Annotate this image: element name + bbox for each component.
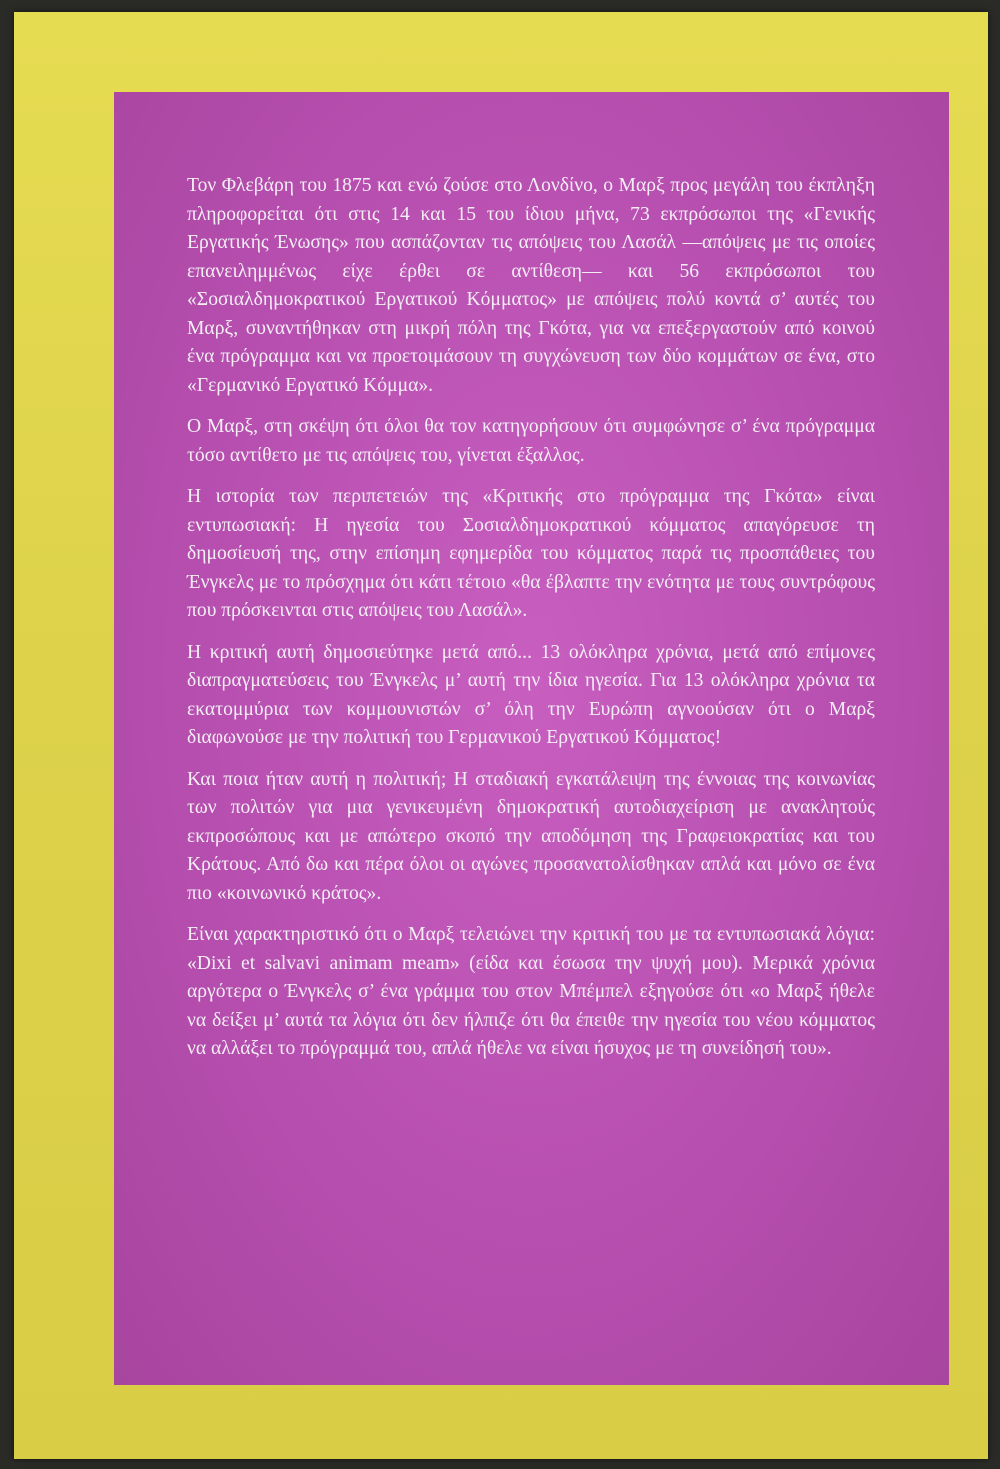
- blurb-text: [187, 172, 875, 1077]
- blurb-paragraph-6: Είναι χαρακτηριστικό ότι ο Μαρξ τελειώνει την κριτική του με τα εντυπωσιακά λόγια: «Dixi et salvavi animam meam» (είδα και έσωσα την ψυχή μου). Μερικά χρόνια αργότερα ο Ένγκελς σ’ ένα γράμμα του στον Μπέμπελ εξηγούσε ότι «ο Μαρξ ήθελε να δείξει μ’ αυτά τα λόγια ότι δεν ήλπιζε ότι θα έπειθε την ηγεσία του νέου κόμματος να αλλάξει το πρόγραμμά του, απλά ήθελε να είναι ήσυχος με τη συνείδησή του».: [187, 924, 875, 1059]
- blurb-paragraph-4: Η κριτική αυτή δημοσιεύτηκε μετά από... 13 ολόκληρα χρόνια, μετά από επίμονες διαπραγματεύσεις του Ένγκελς μ’ αυτή την ίδια ηγεσία. Για 13 ολόκληρα χρόνια τα εκατομμύρια των κομμουνιστών σ’ όλη την Ευρώπη αγνοούσαν ότι ο Μαρξ διαφωνούσε με την πολιτική του Γερμανικού Εργατικού Κόμματος!: [187, 641, 875, 748]
- magenta-text-panel: [114, 92, 949, 1385]
- blurb-paragraph-3: Η ιστορία των περιπετειών της «Κριτικής στο πρόγραμμα της Γκότα» είναι εντυπωσιακή: Η ηγεσία του Σοσιαλδημοκρατικού κόμματος απαγόρευσε τη δημοσίευσή της, στην επίσημη εφημερίδα του κόμματος παρά τις προσπάθειες του Ένγκελς με το πρόσχημα ότι κάτι τέτοιο «θα έβλαπτε την ενότητα με τους συντρόφους που πρόσκεινται στις απόψεις του Λασάλ».: [187, 486, 875, 621]
- book-back-cover: [14, 12, 988, 1459]
- blurb-paragraph-2: Ο Μαρξ, στη σκέψη ότι όλοι θα τον κατηγορήσουν ότι συμφώνησε σ’ ένα πρόγραμμα τόσο αντίθετο με τις απόψεις του, γίνεται έξαλλος.: [187, 416, 875, 466]
- blurb-paragraph-1: Τον Φλεβάρη του 1875 και ενώ ζούσε στο Λονδίνο, ο Μαρξ προς μεγάλη του έκπληξη πληροφορείται ότι στις 14 και 15 του ίδιου μήνα, 73 εκπρόσωποι της «Γενικής Εργατικής Ένωσης» που ασπάζονταν τις απόψεις του Λασάλ —απόψεις με τις οποίες επανειλημμένως είχε έρθει σε αντίθεση— και 56 εκπρόσωποι του «Σοσιαλδημοκρατικού Εργατικού Κόμματος» με απόψεις πολύ κοντά σ’ αυτές του Μαρξ, συναντήθηκαν στη μικρή πόλη της Γκότα, για να επεξεργαστούν από κοινού ένα πρόγραμμα και να προετοιμάσουν τη συγχώνευση των δύο κομμάτων σε ένα, στο «Γερμανικό Εργατικό Κόμμα».: [187, 175, 875, 396]
- blurb-paragraph-5: Και ποια ήταν αυτή η πολιτική; Η σταδιακή εγκατάλειψη της έννοιας της κοινωνίας των πολιτών για μια γενικευμένη δημοκρατική αυτοδιαχείριση με ανακλητούς εκπροσώπους και με απώτερο σκοπό την αποδόμηση της Γραφειοκρατίας και του Κράτους. Από δω και πέρα όλοι οι αγώνες προσανατολίσθηκαν απλά και μόνο σε ένα πιο «κοινωνικό κράτος».: [187, 768, 875, 904]
